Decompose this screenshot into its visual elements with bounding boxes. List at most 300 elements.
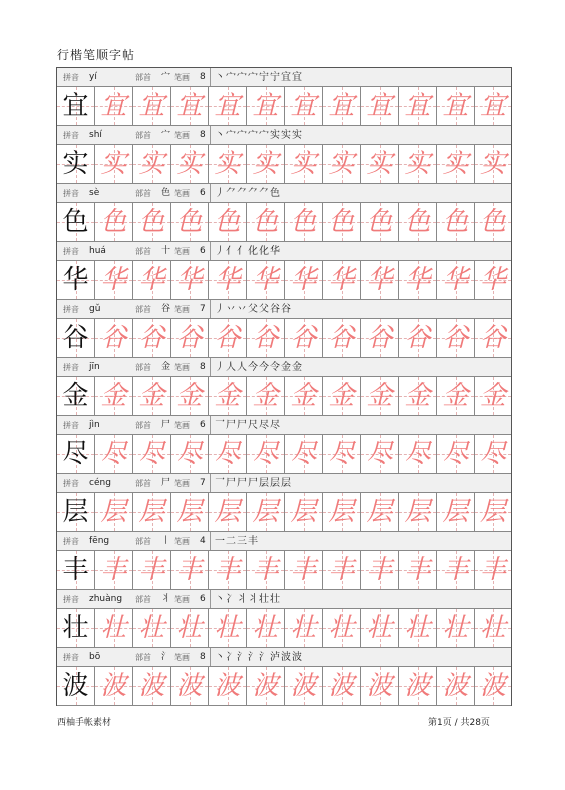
trace-character: 色 <box>138 207 165 237</box>
trace-character: 色 <box>479 207 506 237</box>
trace-character: 尽 <box>366 439 393 469</box>
trace-cell <box>171 377 209 416</box>
pinyin-value: fēng <box>89 536 110 546</box>
trace-cell <box>475 377 511 416</box>
radical-label: 部首 <box>135 247 151 256</box>
trace-cell <box>95 203 133 242</box>
trace-character: 壮 <box>404 613 431 643</box>
trace-character: 实 <box>176 149 203 179</box>
trace-character: 宜 <box>138 91 165 121</box>
trace-character: 波 <box>214 671 241 701</box>
trace-cell <box>361 609 399 648</box>
trace-character: 层 <box>138 497 165 527</box>
trace-character: 谷 <box>366 323 393 353</box>
stroke-order: 一二三丰 <box>215 536 259 547</box>
model-cell <box>57 319 95 358</box>
trace-character: 层 <box>214 497 241 527</box>
pinyin-label: 拼音 <box>63 73 79 82</box>
radical-label: 部首 <box>135 595 151 604</box>
trace-cell <box>133 493 171 532</box>
trace-cell <box>133 203 171 242</box>
trace-character: 实 <box>442 149 469 179</box>
info-divider <box>210 126 211 144</box>
trace-character: 丰 <box>404 555 431 585</box>
info-divider <box>210 184 211 202</box>
strokes-label: 笔画 <box>174 131 190 140</box>
trace-character: 实 <box>404 149 431 179</box>
trace-character: 实 <box>214 149 241 179</box>
model-character: 丰 <box>62 555 89 585</box>
trace-character: 尽 <box>442 439 469 469</box>
trace-character: 谷 <box>214 323 241 353</box>
trace-cell <box>475 145 511 184</box>
trace-cell <box>247 435 285 474</box>
radical-value: 金 <box>161 362 171 372</box>
model-cell <box>57 87 95 126</box>
practice-grid-row <box>57 203 511 242</box>
trace-cell <box>437 493 475 532</box>
info-divider <box>210 242 211 260</box>
trace-character: 谷 <box>479 323 506 353</box>
radical-label: 部首 <box>135 73 151 82</box>
trace-cell <box>209 145 247 184</box>
trace-character: 层 <box>404 497 431 527</box>
trace-character: 波 <box>290 671 317 701</box>
character-info-bar <box>57 358 511 377</box>
practice-grid-row <box>57 667 511 706</box>
trace-character: 色 <box>404 207 431 237</box>
pinyin-label: 拼音 <box>63 537 79 546</box>
strokes-value: 6 <box>200 246 206 256</box>
pinyin-label: 拼音 <box>63 421 79 430</box>
trace-character: 实 <box>328 149 355 179</box>
trace-character: 层 <box>366 497 393 527</box>
trace-character: 华 <box>214 265 241 295</box>
trace-cell <box>247 319 285 358</box>
trace-character: 壮 <box>214 613 241 643</box>
trace-character: 色 <box>290 207 317 237</box>
trace-cell <box>361 203 399 242</box>
trace-character: 宜 <box>176 91 203 121</box>
info-divider <box>210 532 211 550</box>
trace-cell <box>285 261 323 300</box>
trace-character: 华 <box>328 265 355 295</box>
trace-cell <box>133 377 171 416</box>
practice-grid-row <box>57 609 511 648</box>
trace-cell <box>475 609 511 648</box>
character-block <box>57 590 511 648</box>
trace-character: 金 <box>479 381 506 411</box>
trace-character: 波 <box>366 671 393 701</box>
trace-cell <box>95 87 133 126</box>
trace-character: 谷 <box>328 323 355 353</box>
trace-cell <box>247 145 285 184</box>
trace-character: 华 <box>479 265 506 295</box>
trace-cell <box>95 609 133 648</box>
character-block <box>57 416 511 474</box>
trace-cell <box>171 261 209 300</box>
practice-grid-row <box>57 435 511 474</box>
pinyin-value: céng <box>89 478 111 488</box>
trace-cell <box>285 667 323 706</box>
pinyin-label: 拼音 <box>63 479 79 488</box>
trace-character: 丰 <box>479 555 506 585</box>
model-character: 华 <box>62 265 89 295</box>
trace-cell <box>285 145 323 184</box>
model-cell <box>57 377 95 416</box>
pinyin-label: 拼音 <box>63 653 79 662</box>
strokes-value: 4 <box>200 536 206 546</box>
trace-character: 金 <box>138 381 165 411</box>
trace-cell <box>247 203 285 242</box>
radical-value: 尸 <box>161 420 171 430</box>
strokes-label: 笔画 <box>174 537 190 546</box>
model-character: 宜 <box>62 91 89 121</box>
trace-character: 波 <box>100 671 127 701</box>
character-block <box>57 648 511 706</box>
trace-character: 丰 <box>366 555 393 585</box>
trace-character: 色 <box>366 207 393 237</box>
trace-cell <box>209 377 247 416</box>
trace-cell <box>323 203 361 242</box>
strokes-label: 笔画 <box>174 189 190 198</box>
trace-character: 色 <box>252 207 279 237</box>
trace-character: 壮 <box>252 613 279 643</box>
character-block <box>57 474 511 532</box>
trace-cell <box>323 261 361 300</box>
strokes-label: 笔画 <box>174 73 190 82</box>
trace-cell <box>209 203 247 242</box>
trace-cell <box>475 551 511 590</box>
strokes-value: 7 <box>200 304 206 314</box>
radical-label: 部首 <box>135 653 151 662</box>
stroke-order: 丿丷丷父父谷谷 <box>215 304 292 315</box>
character-info-bar <box>57 532 511 551</box>
trace-cell <box>399 319 437 358</box>
pinyin-value: jīn <box>89 362 100 372</box>
character-block <box>57 242 511 300</box>
trace-cell <box>475 493 511 532</box>
trace-cell <box>285 551 323 590</box>
trace-cell <box>133 551 171 590</box>
practice-grid-row <box>57 319 511 358</box>
model-character: 金 <box>62 381 89 411</box>
trace-cell <box>437 203 475 242</box>
trace-character: 波 <box>176 671 203 701</box>
trace-cell <box>399 261 437 300</box>
trace-character: 实 <box>479 149 506 179</box>
trace-character: 层 <box>100 497 127 527</box>
trace-character: 色 <box>442 207 469 237</box>
trace-cell <box>171 435 209 474</box>
trace-character: 尽 <box>100 439 127 469</box>
trace-cell <box>209 551 247 590</box>
trace-character: 金 <box>214 381 241 411</box>
pinyin-label: 拼音 <box>63 595 79 604</box>
character-block <box>57 358 511 416</box>
character-info-bar <box>57 474 511 493</box>
info-divider <box>210 474 211 492</box>
trace-cell <box>323 319 361 358</box>
strokes-value: 7 <box>200 478 206 488</box>
strokes-label: 笔画 <box>174 363 190 372</box>
trace-cell <box>285 319 323 358</box>
model-character: 实 <box>62 149 89 179</box>
trace-character: 金 <box>328 381 355 411</box>
strokes-value: 8 <box>200 130 206 140</box>
trace-cell <box>209 261 247 300</box>
pinyin-value: sè <box>89 188 100 198</box>
character-block <box>57 532 511 590</box>
model-cell <box>57 203 95 242</box>
trace-cell <box>95 261 133 300</box>
trace-character: 金 <box>366 381 393 411</box>
trace-cell <box>95 667 133 706</box>
trace-character: 波 <box>442 671 469 701</box>
model-cell <box>57 551 95 590</box>
trace-character: 壮 <box>100 613 127 643</box>
stroke-order: 丶冫氵氵氵泸波波 <box>215 652 303 663</box>
trace-character: 层 <box>290 497 317 527</box>
trace-character: 金 <box>252 381 279 411</box>
model-cell <box>57 667 95 706</box>
practice-grid-row <box>57 551 511 590</box>
trace-cell <box>399 435 437 474</box>
radical-value: 丬 <box>161 594 171 604</box>
trace-cell <box>171 203 209 242</box>
trace-cell <box>95 145 133 184</box>
info-divider <box>210 590 211 608</box>
footer-page-number: 第1页 / 共28页 <box>428 718 490 728</box>
pinyin-label: 拼音 <box>63 305 79 314</box>
trace-cell <box>361 493 399 532</box>
trace-cell <box>133 261 171 300</box>
strokes-label: 笔画 <box>174 247 190 256</box>
practice-grid-row <box>57 87 511 126</box>
model-cell <box>57 435 95 474</box>
trace-cell <box>475 203 511 242</box>
trace-cell <box>95 319 133 358</box>
model-character: 谷 <box>62 323 89 353</box>
trace-cell <box>437 377 475 416</box>
trace-character: 层 <box>479 497 506 527</box>
trace-cell <box>399 493 437 532</box>
trace-cell <box>437 87 475 126</box>
model-character: 层 <box>62 497 89 527</box>
strokes-label: 笔画 <box>174 653 190 662</box>
trace-cell <box>247 261 285 300</box>
stroke-order: 丶宀宀宀宁宁宜宜 <box>215 72 303 83</box>
info-divider <box>210 358 211 376</box>
trace-cell <box>133 667 171 706</box>
trace-cell <box>437 261 475 300</box>
trace-character: 实 <box>290 149 317 179</box>
stroke-order: 丶宀宀宀宀实实实 <box>215 130 303 141</box>
pinyin-value: zhuàng <box>89 594 123 604</box>
trace-character: 尽 <box>479 439 506 469</box>
trace-character: 丰 <box>290 555 317 585</box>
radical-label: 部首 <box>135 363 151 372</box>
character-info-bar <box>57 126 511 145</box>
trace-cell <box>133 435 171 474</box>
trace-character: 宜 <box>252 91 279 121</box>
pinyin-value: yí <box>89 72 97 82</box>
pinyin-value: huá <box>89 246 106 256</box>
trace-character: 壮 <box>176 613 203 643</box>
trace-character: 金 <box>290 381 317 411</box>
trace-cell <box>361 87 399 126</box>
trace-character: 谷 <box>138 323 165 353</box>
practice-grid-row <box>57 145 511 184</box>
trace-cell <box>285 435 323 474</box>
trace-cell <box>285 609 323 648</box>
trace-character: 金 <box>442 381 469 411</box>
radical-value: 丨 <box>161 536 171 546</box>
trace-cell <box>247 377 285 416</box>
trace-character: 壮 <box>138 613 165 643</box>
trace-cell <box>361 667 399 706</box>
trace-character: 尽 <box>138 439 165 469</box>
stroke-order: 丿人人今今令金金 <box>215 362 303 373</box>
strokes-label: 笔画 <box>174 595 190 604</box>
trace-character: 宜 <box>100 91 127 121</box>
trace-character: 宜 <box>366 91 393 121</box>
trace-character: 波 <box>138 671 165 701</box>
strokes-label: 笔画 <box>174 479 190 488</box>
trace-cell <box>361 435 399 474</box>
trace-character: 波 <box>404 671 431 701</box>
trace-character: 丰 <box>176 555 203 585</box>
trace-cell <box>133 609 171 648</box>
trace-cell <box>361 319 399 358</box>
trace-cell <box>361 145 399 184</box>
trace-character: 金 <box>404 381 431 411</box>
page-title: 行楷笔顺字帖 <box>57 48 136 62</box>
trace-character: 谷 <box>252 323 279 353</box>
radical-value: 宀 <box>161 72 171 82</box>
trace-character: 谷 <box>290 323 317 353</box>
trace-character: 实 <box>100 149 127 179</box>
trace-cell <box>209 609 247 648</box>
trace-character: 尽 <box>214 439 241 469</box>
trace-cell <box>399 377 437 416</box>
model-character: 尽 <box>62 439 89 469</box>
pinyin-value: bō <box>89 652 101 662</box>
character-info-bar <box>57 416 511 435</box>
radical-label: 部首 <box>135 479 151 488</box>
trace-character: 谷 <box>176 323 203 353</box>
trace-cell <box>171 493 209 532</box>
trace-cell <box>361 377 399 416</box>
trace-character: 谷 <box>404 323 431 353</box>
trace-cell <box>133 87 171 126</box>
trace-cell <box>399 551 437 590</box>
model-cell <box>57 493 95 532</box>
trace-cell <box>437 435 475 474</box>
info-divider <box>210 648 211 666</box>
trace-character: 实 <box>252 149 279 179</box>
radical-value: 宀 <box>161 130 171 140</box>
trace-character: 色 <box>100 207 127 237</box>
trace-character: 华 <box>290 265 317 295</box>
trace-cell <box>323 87 361 126</box>
trace-cell <box>361 261 399 300</box>
trace-cell <box>209 435 247 474</box>
character-block <box>57 68 511 126</box>
trace-cell <box>133 145 171 184</box>
trace-character: 实 <box>138 149 165 179</box>
info-divider <box>210 68 211 86</box>
strokes-value: 6 <box>200 420 206 430</box>
trace-cell <box>209 493 247 532</box>
trace-character: 波 <box>479 671 506 701</box>
character-info-bar <box>57 242 511 261</box>
trace-character: 尽 <box>404 439 431 469</box>
trace-character: 华 <box>176 265 203 295</box>
trace-cell <box>437 145 475 184</box>
trace-character: 华 <box>404 265 431 295</box>
trace-cell <box>133 319 171 358</box>
trace-character: 波 <box>252 671 279 701</box>
practice-grid-row <box>57 377 511 416</box>
character-info-bar <box>57 648 511 667</box>
trace-character: 谷 <box>442 323 469 353</box>
model-cell <box>57 145 95 184</box>
trace-cell <box>323 551 361 590</box>
trace-cell <box>323 145 361 184</box>
trace-cell <box>209 319 247 358</box>
character-info-bar <box>57 300 511 319</box>
strokes-value: 8 <box>200 652 206 662</box>
trace-character: 壮 <box>442 613 469 643</box>
pinyin-label: 拼音 <box>63 247 79 256</box>
trace-character: 尽 <box>252 439 279 469</box>
trace-character: 丰 <box>252 555 279 585</box>
radical-value: 色 <box>161 188 171 198</box>
trace-cell <box>95 493 133 532</box>
radical-value: 氵 <box>161 652 171 662</box>
trace-character: 丰 <box>100 555 127 585</box>
character-block <box>57 300 511 358</box>
trace-character: 层 <box>328 497 355 527</box>
trace-cell <box>323 377 361 416</box>
stroke-order: 乛尸尸尺尽尽 <box>215 420 281 431</box>
trace-character: 宜 <box>404 91 431 121</box>
character-block <box>57 184 511 242</box>
radical-value: 十 <box>161 246 171 256</box>
trace-character: 层 <box>252 497 279 527</box>
trace-cell <box>285 203 323 242</box>
trace-character: 色 <box>176 207 203 237</box>
trace-cell <box>247 551 285 590</box>
stroke-order: 乛尸尸尸层层层 <box>215 478 292 489</box>
trace-cell <box>399 667 437 706</box>
trace-cell <box>323 493 361 532</box>
trace-cell <box>171 87 209 126</box>
info-divider <box>210 416 211 434</box>
trace-cell <box>475 319 511 358</box>
trace-cell <box>247 493 285 532</box>
trace-character: 尽 <box>176 439 203 469</box>
trace-character: 宜 <box>479 91 506 121</box>
trace-cell <box>399 609 437 648</box>
trace-character: 金 <box>100 381 127 411</box>
strokes-value: 6 <box>200 594 206 604</box>
model-cell <box>57 609 95 648</box>
strokes-label: 笔画 <box>174 305 190 314</box>
trace-cell <box>437 667 475 706</box>
trace-cell <box>171 145 209 184</box>
